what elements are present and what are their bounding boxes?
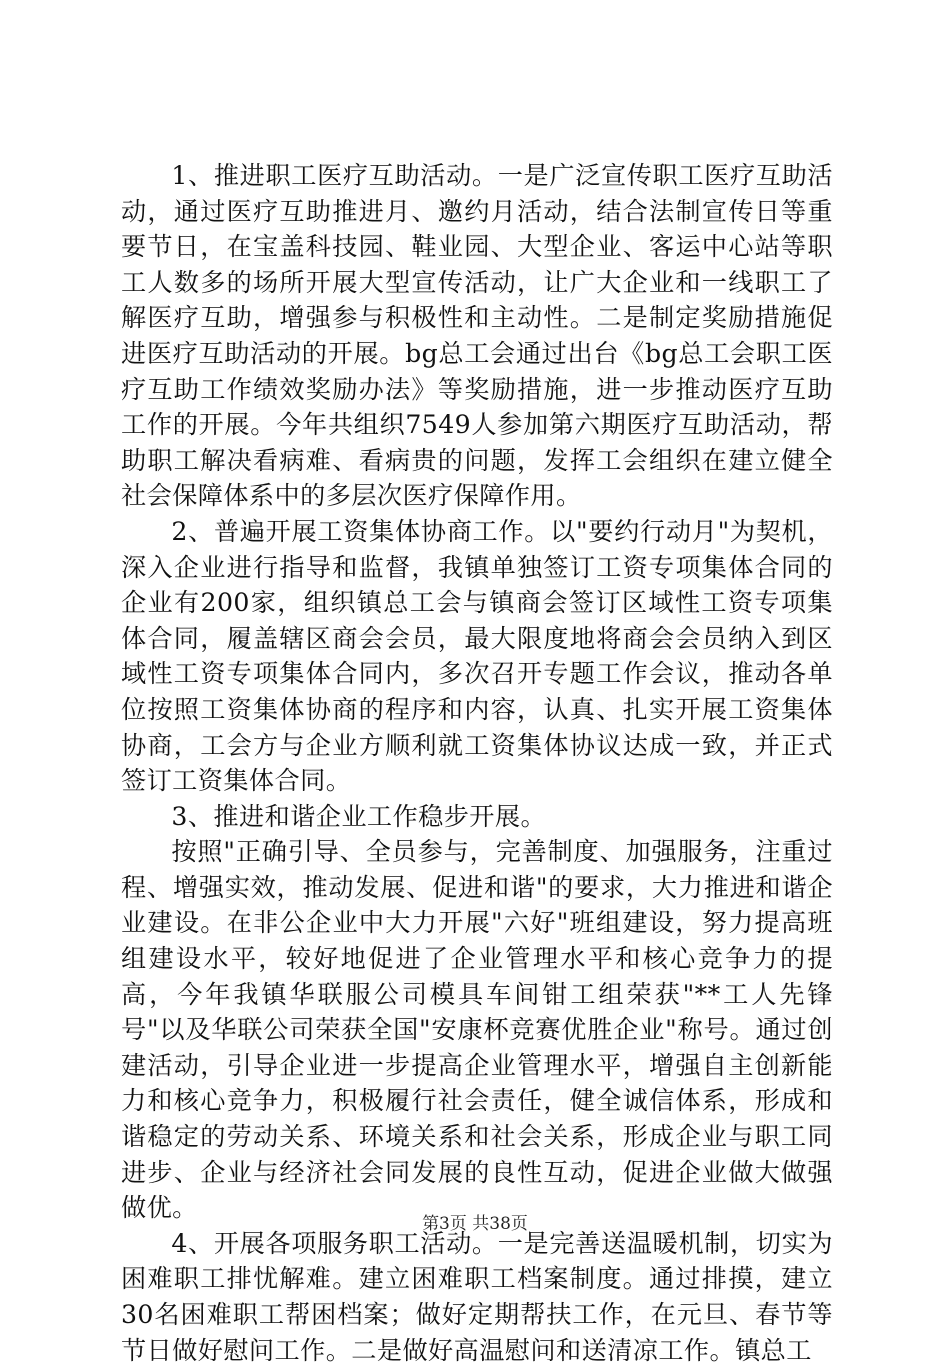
paragraph-wage-negotiation: 2、普遍开展工资集体协商工作。以"要约行动月"为契机，深入企业进行指导和监督，我镇单独签订工资专项集体合同的企业有200家，组织镇总工会与镇商会签订区域性工资专项集体合同，履盖辖区商会会员，最大限度地将商会会员纳入到区域性工资专项集体合同内，多次召开专题工作会议，推动各单位按照工资集体协商的程序和内容，认真、扎实开展工资集体协商，工会方与企业方顺利就工资集体协议达成一致，并正式签订工资集体合同。 xyxy=(121,516,833,796)
paragraph-worker-services: 4、开展各项服务职工活动。一是完善送温暖机制，切实为困难职工排忧解难。建立困难职工档案制度。通过排摸，建立30名困难职工帮困档案；做好定期帮扶工作，在元旦、春节等节日做好慰问工作。二是做好高温慰问和送清凉工作。镇总工 xyxy=(121,1228,833,1365)
paragraph-harmonious-enterprise-body: 按照"正确引导、全员参与，完善制度、加强服务，注重过程、增强实效，推动发展、促进和谐"的要求，大力推进和谐企业建设。在非公企业中大力开展"六好"班组建设，努力提高班组建设水平，较好地促进了企业管理水平和核心竞争力的提高，今年我镇华联服公司模具车间钳工组荣获"**工人先锋号"以及华联公司荣获全国"安康杯竞赛优胜企业"称号。通过创建活动，引导企业进一步提高企业管理水平，增强自主创新能力和核心竞争力，积极履行社会责任，健全诚信体系，形成和谐稳定的劳动关系、环境关系和社会关系，形成企业与职工同进步、企业与经济社会同发展的良性互动，促进企业做大做强做优。 xyxy=(121,837,833,1223)
document-body xyxy=(121,158,833,1368)
page-footer: 第3页 共38页 xyxy=(422,1214,528,1234)
paragraph-medical-mutual-aid: 1、推进职工医疗互助活动。一是广泛宣传职工医疗互助活动，通过医疗互助推进月、邀约月活动，结合法制宣传日等重要节日，在宝盖科技园、鞋业园、大型企业、客运中心站等职工人数多的场所开展大型宣传活动，让广大企业和一线职工了解医疗互助，增强参与积极性和主动性。二是制定奖励措施促进医疗互助活动的开展。bg总工会通过出台《bg总工会职工医疗互助工作绩效奖励办法》等奖励措施，进一步推动医疗互助工作的开展。今年共组织7549人参加第六期医疗互助活动，帮助职工解决看病难、看病贵的问题，发挥工会组织在建立健全社会保障体系中的多层次医疗保障作用。 xyxy=(121,161,833,511)
paragraph-harmonious-enterprise-heading: 3、推进和谐企业工作稳步开展。 xyxy=(171,801,547,831)
